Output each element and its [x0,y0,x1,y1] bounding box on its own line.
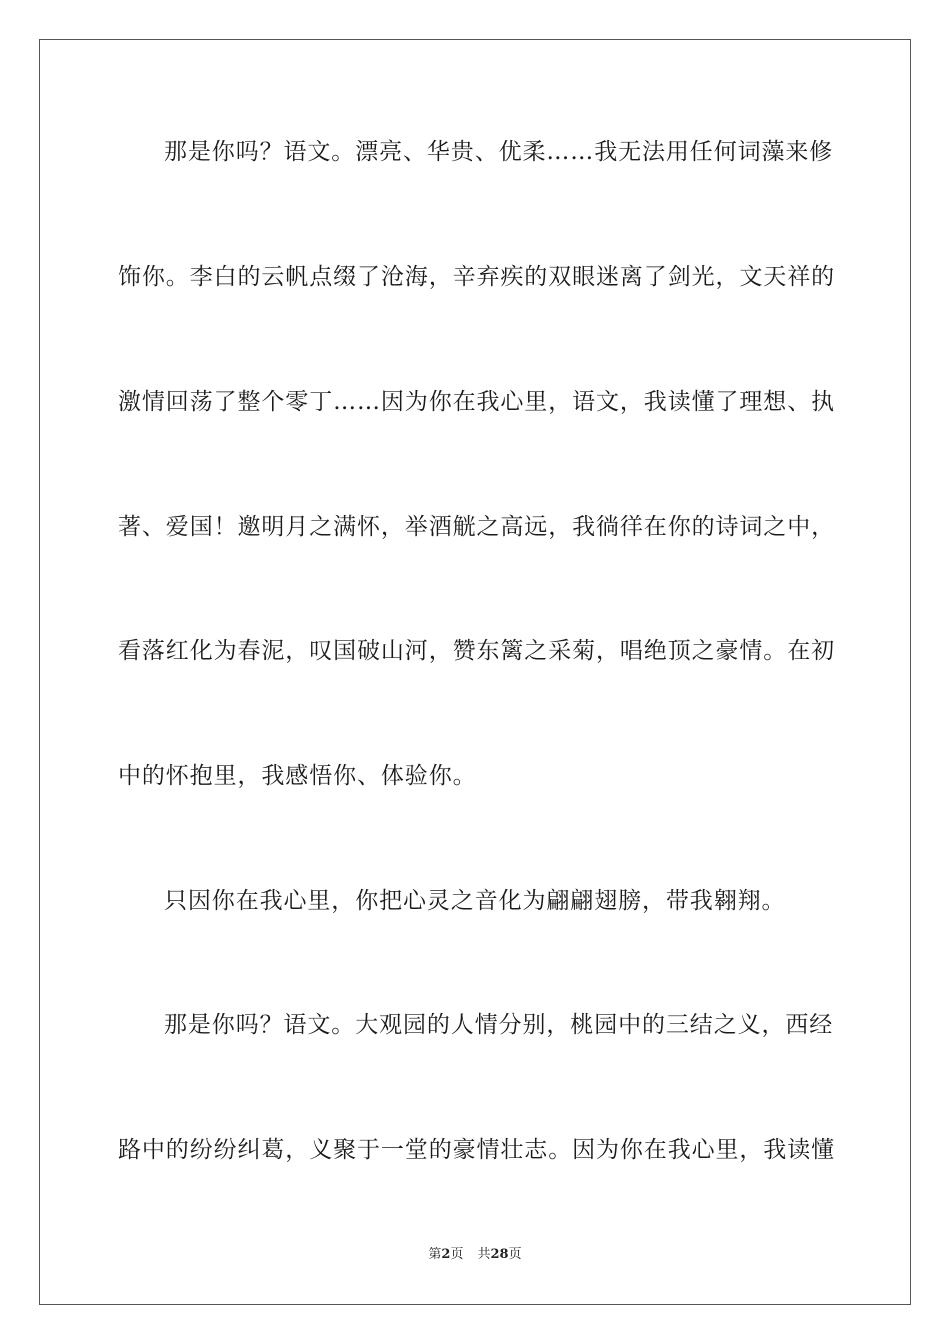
text-line-1: 那是你吗？语文。漂亮、华贵、优柔……我无法用任何词藻来修 [164,139,834,165]
page-footer [0,1246,950,1264]
text-line-4: 著、爱国！邀明月之满怀，举酒觥之高远，我徜徉在你的诗词之中， [118,514,835,540]
text-line-7: 只因你在我心里，你把心灵之音化为翩翩翅膀，带我翱翔。 [164,888,786,914]
text-line-3: 激情回荡了整个零丁……因为你在我心里，语文，我读懂了理想、执 [118,389,835,415]
total-suffix: 页 [508,1247,522,1262]
total-prefix: 共 [477,1247,491,1262]
page-prefix: 第 [428,1247,442,1262]
total-pages: 28 [490,1247,509,1262]
page-suffix: 页 [450,1247,464,1262]
text-line-2: 饰你。李白的云帆点缀了沧海，辛弃疾的双眼迷离了剑光，文天祥的 [118,264,835,290]
page-number: 2 [441,1247,451,1262]
page-frame [39,39,911,1305]
text-line-8: 那是你吗？语文。大观园的人情分别，桃园中的三结之义，西经 [164,1012,834,1038]
text-line-5: 看落红化为春泥，叹国破山河，赞东篱之采菊，唱绝顶之豪情。在初 [118,638,835,664]
text-line-6: 中的怀抱里，我感悟你、体验你。 [118,763,477,789]
text-line-9: 路中的纷纷纠葛，义聚于一堂的豪情壮志。因为你在我心里，我读懂 [118,1137,835,1163]
